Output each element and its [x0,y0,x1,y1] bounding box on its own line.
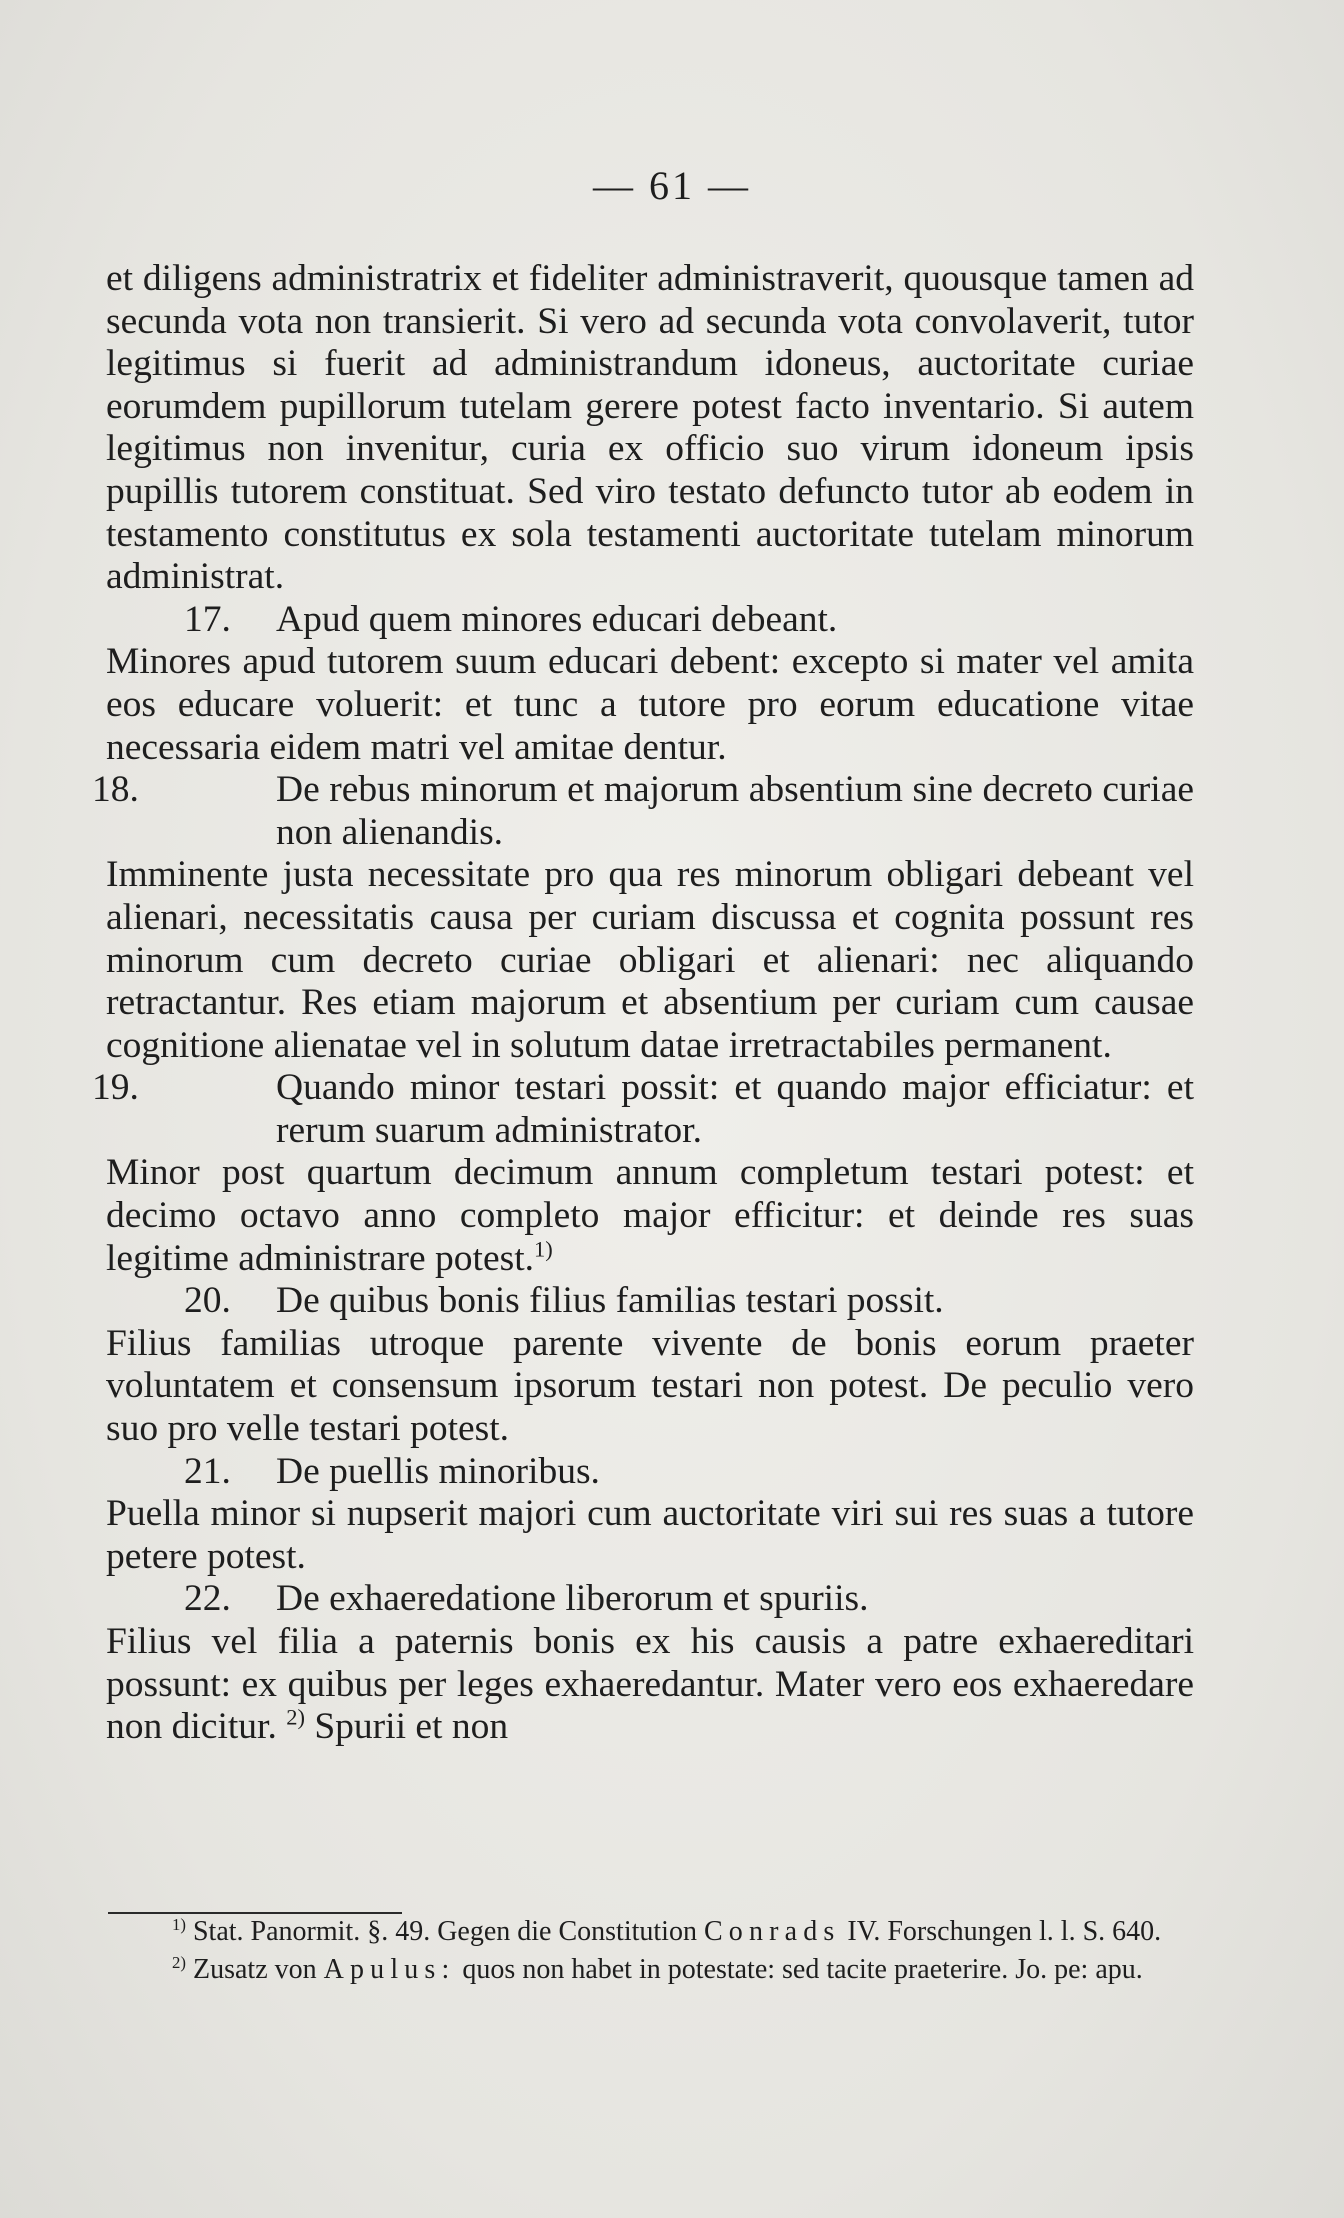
section-body-20: Filius familias utroque parente vivente de bonis eorum praeter voluntatem et consensum ipsorum testari non potest. De peculio vero suo pro velle testari potest. [106,1322,1194,1450]
footnote-spaced-name: Conrads [703,1916,841,1947]
section-title: De quibus bonis filius familias testari possit. [276,1280,944,1322]
footnote-reference: 1) [534,1236,553,1262]
section-title: Quando minor testari possit: et quando major efficiatur: et rerum suarum administrator. [276,1067,1194,1151]
section-body-17: Minores apud tutorem suum educari debent: excepto si mater vel amita eos educare voluerit: et tunc a tutore pro eorum educatione vitae necessaria eidem matri vel amitae dentur. [106,641,1194,768]
section-body-text-continued: Spurii et non [314,1706,509,1748]
footnote-text-continued: IV. Forschungen l. l. S. 640. [847,1916,1162,1947]
footnote-1 [106,1913,1194,1951]
main-text [92,258,1194,1749]
section-title: De rebus minorum et majorum absentium sine decreto curiae non alienandis. [276,769,1194,853]
section-body-text: Minor post quartum decimum annum completum testari potest: et decimo octavo anno completo major efficitur: et deinde res suas legitime administrare potest. [106,1152,1194,1279]
footnote-text: Zusatz von [192,1954,317,1985]
section-heading-22 [106,1578,1194,1621]
footnote-2 [106,1951,1194,1989]
section-number: 21. [184,1450,231,1492]
footnote-spaced-name: Apulus: [323,1954,456,1985]
section-heading-21 [106,1451,1194,1494]
footnote-mark: 2) [172,1952,186,1972]
section-body-19 [106,1152,1194,1280]
paragraph-continuation: et diligens administratrix et fideliter administraverit, quousque tamen ad secunda vota non transierit. Si vero ad secunda vota convolaverit, tutor legitimus si fuerit ad administrandum idoneus, auctoritate curiae eorumdem pupillorum tutelam gerere potest facto inventario. Si autem legitimus non invenitur, curia ex officio suo virum idoneum ipsis pupillis tutorem constituat. Sed viro testato defuncto tutor ab eodem in testamento constitutus ex sola testamenti auctoritate tutelam minorum administrat. [106,258,1194,598]
section-body-22 [106,1621,1194,1749]
section-number: 20. [184,1280,231,1322]
section-body-21: Puella minor si nupserit majori cum auctoritate viri sui res suas a tutore petere potest. [106,1493,1194,1577]
section-title: De puellis minoribus. [276,1450,600,1492]
section-body-text: Filius vel filia a paternis bonis ex his causis a patre exhaereditari possunt: ex quibus per leges exhaeredantur. Mater vero eos exhaeredare non dicitur. [106,1621,1194,1748]
section-heading-19 [92,1067,1194,1152]
section-number: 18. [92,769,139,811]
section-heading-20 [106,1280,1194,1323]
footnote-text-continued: quos non habet in potestate: sed tacite praeterire. Jo. pe: apu. [462,1954,1143,1985]
footnotes [106,1913,1194,1989]
section-number: 19. [92,1067,139,1109]
footnote-text: Stat. Panormit. §. 49. Gegen die Constitution [192,1916,697,1947]
footnote-mark: 1) [172,1914,186,1934]
section-number: 17. [184,598,231,640]
page-number: — 61 — [593,163,751,208]
section-heading-17 [106,599,1194,642]
footnote-reference: 2) [286,1704,305,1730]
section-title: Apud quem minores educari debeant. [276,598,838,640]
section-number: 22. [184,1578,231,1620]
section-title: De exhaeredatione liberorum et spuriis. [276,1578,869,1620]
section-heading-18 [92,769,1194,854]
section-body-18: Imminente justa necessitate pro qua res minorum obligari debeant vel alienari, necessitatis causa per curiam discussa et cognita possunt res minorum cum decreto curiae obligari et alienari: nec aliquando retractantur. Res etiam majorum et absentium per curiam cum causae cognitione alienatae vel in solutum datae irretractabiles permanent. [106,854,1194,1066]
